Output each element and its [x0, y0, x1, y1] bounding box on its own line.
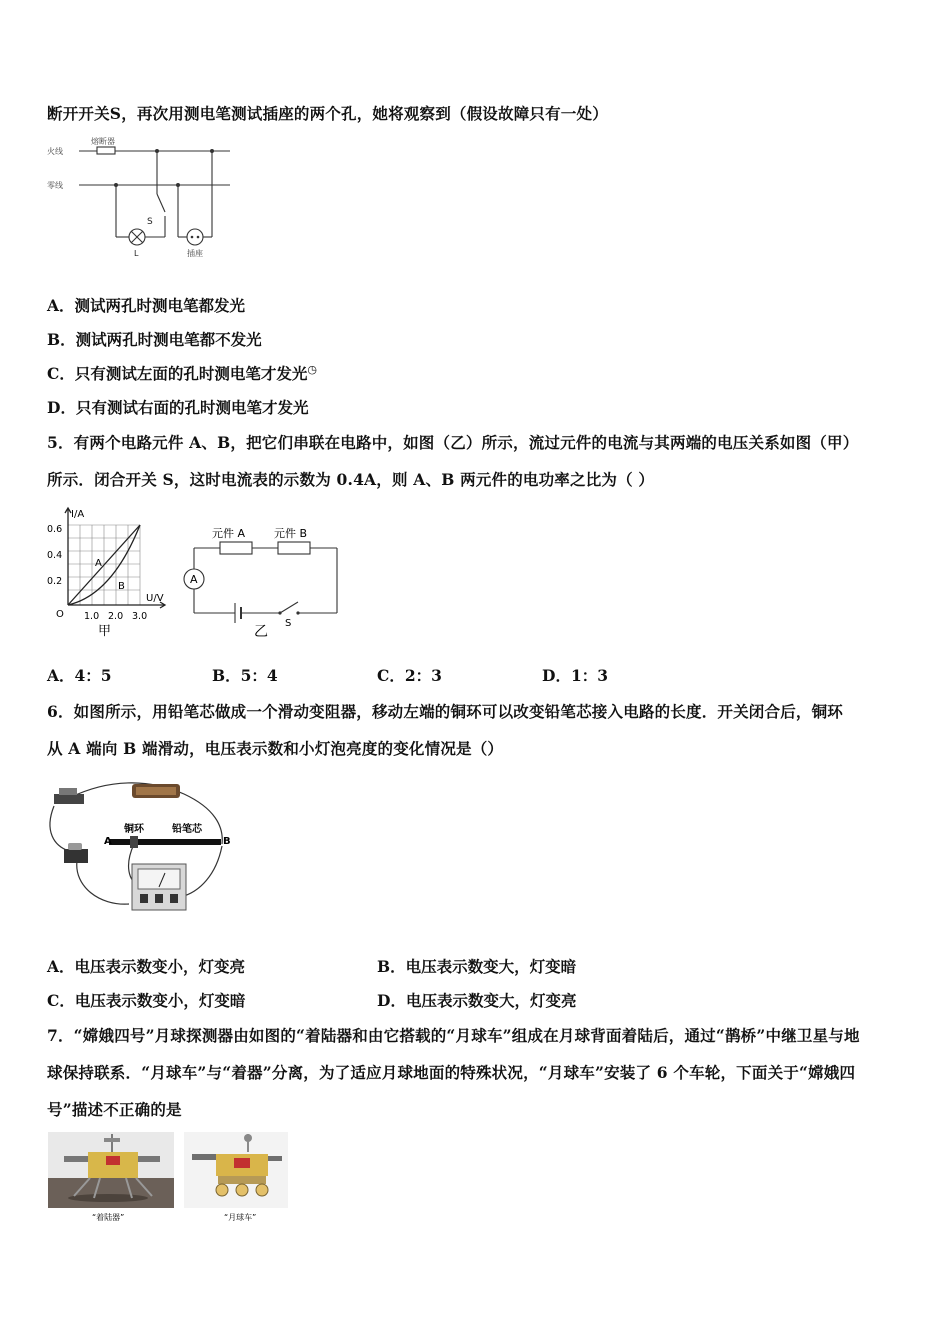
q5-stem-line-1: 5．有两个电路元件 A、B，把它们串联在电路中，如图（乙）所示，流过元件的电流与其两端的电压关系如图（甲） — [47, 433, 859, 452]
q5-graph-xlabel: U/V — [146, 593, 164, 604]
q6-stem-line-2: 从 A 端向 B 端滑动，电压表示数和小灯泡亮度的变化情况是（） — [47, 739, 504, 758]
q5-curve-b-label: B — [118, 581, 125, 592]
q4-option-c-text: C．只有测试左面的孔时测电笔才发光 — [47, 364, 308, 383]
q5-graph-ylabel: I/A — [71, 509, 85, 520]
q5-graph-ytick: 0.4 — [47, 550, 63, 561]
q5-ammeter-label: A — [190, 573, 198, 586]
q4-circuit-figure — [45, 134, 245, 263]
q7-lander-photo — [48, 1132, 174, 1228]
q6-option-b: B．电压表示数变大，灯变暗 — [377, 957, 577, 976]
q6-end-b-label: B — [223, 836, 231, 847]
q4-neutral-wire-label: 零线 — [47, 181, 63, 190]
q6-pencil-core-label: 铅笔芯 — [172, 824, 202, 835]
q7-stem-line-1: 7．“嫦娥四号”月球探测器由如图的“着陆器和由它搭载的“月球车”组成在月球背面着陆后，通过“鹊桥”中继卫星与地 — [47, 1026, 860, 1045]
q5-element-b-label: 元件 B — [274, 527, 308, 540]
q5-graph-ytick: 0.6 — [47, 524, 63, 535]
q4-option-b: B．测试两孔时测电笔都不发光 — [47, 330, 262, 349]
q7-stem-line-3: 号”描述不正确的是 — [47, 1100, 182, 1119]
q5-graph-ytick: 0.2 — [47, 576, 63, 587]
q6-ring-label: 铜环 — [124, 824, 144, 835]
q4-option-a: A．测试两孔时测电笔都发光 — [47, 296, 246, 315]
q6-option-d: D．电压表示数变大，灯变亮 — [377, 991, 577, 1010]
q5-curve-a-label: A — [95, 558, 102, 569]
clock-icon: ◷ — [307, 362, 317, 376]
q5-graph-xtick: 3.0 — [132, 611, 148, 622]
q4-fuse-label: 熔断器 — [91, 137, 115, 146]
q5-option-d: D．1：3 — [542, 666, 609, 685]
q5-series-circuit — [180, 518, 345, 647]
q4-lamp-label: L — [134, 249, 139, 258]
q5-iv-graph — [42, 505, 172, 644]
q4-option-d: D．只有测试右面的孔时测电笔才发光 — [47, 398, 309, 417]
q5-circuit-caption: 乙 — [254, 624, 268, 640]
q5-option-a: A．4：5 — [47, 666, 112, 685]
q6-option-a: A．电压表示数变小，灯变亮 — [47, 957, 246, 976]
q4-live-wire-label: 火线 — [47, 147, 63, 156]
q5-option-c: C．2：3 — [377, 666, 442, 685]
q5-graph-caption: 甲 — [98, 624, 112, 639]
q5-graph-xtick: 2.0 — [108, 611, 124, 622]
q5-option-b: B．5：4 — [212, 666, 278, 685]
q6-stem-line-1: 6．如图所示，用铅笔芯做成一个滑动变阻器，移动左端的铜环可以改变铅笔芯接入电路的长度．开关闭合后，铜环 — [47, 702, 843, 721]
q4-option-c — [47, 362, 317, 384]
q4-stem: 断开开关S，再次用测电笔测试插座的两个孔，她将观察到（假设故障只有一处） — [47, 104, 608, 123]
q4-switch-label: S — [147, 217, 153, 227]
q5-graph-origin: O — [56, 609, 64, 620]
q7-stem-line-2: 球保持联系．“月球车”与“着器”分离，为了适应月球地面的特殊状况，“月球车”安装了 6 个车轮，下面关于“嫦娥四 — [47, 1063, 856, 1082]
q7-lander-caption: “着陆器” — [92, 1213, 125, 1222]
q7-rover-photo — [184, 1132, 288, 1228]
q4-socket-label: 插座 — [187, 249, 203, 258]
q5-graph-xtick: 1.0 — [84, 611, 100, 622]
q6-pencil-rheostat-figure — [44, 776, 239, 930]
q5-switch-label: S — [285, 618, 292, 629]
q6-end-a-label: A — [104, 836, 112, 847]
q7-rover-caption: “月球车” — [224, 1213, 257, 1222]
q5-element-a-label: 元件 A — [212, 527, 246, 540]
q5-stem-line-2: 所示．闭合开关 S，这时电流表的示数为 0.4A，则 A、B 两元件的电功率之比为（ ） — [47, 470, 655, 489]
q6-option-c: C．电压表示数变小，灯变暗 — [47, 991, 246, 1010]
